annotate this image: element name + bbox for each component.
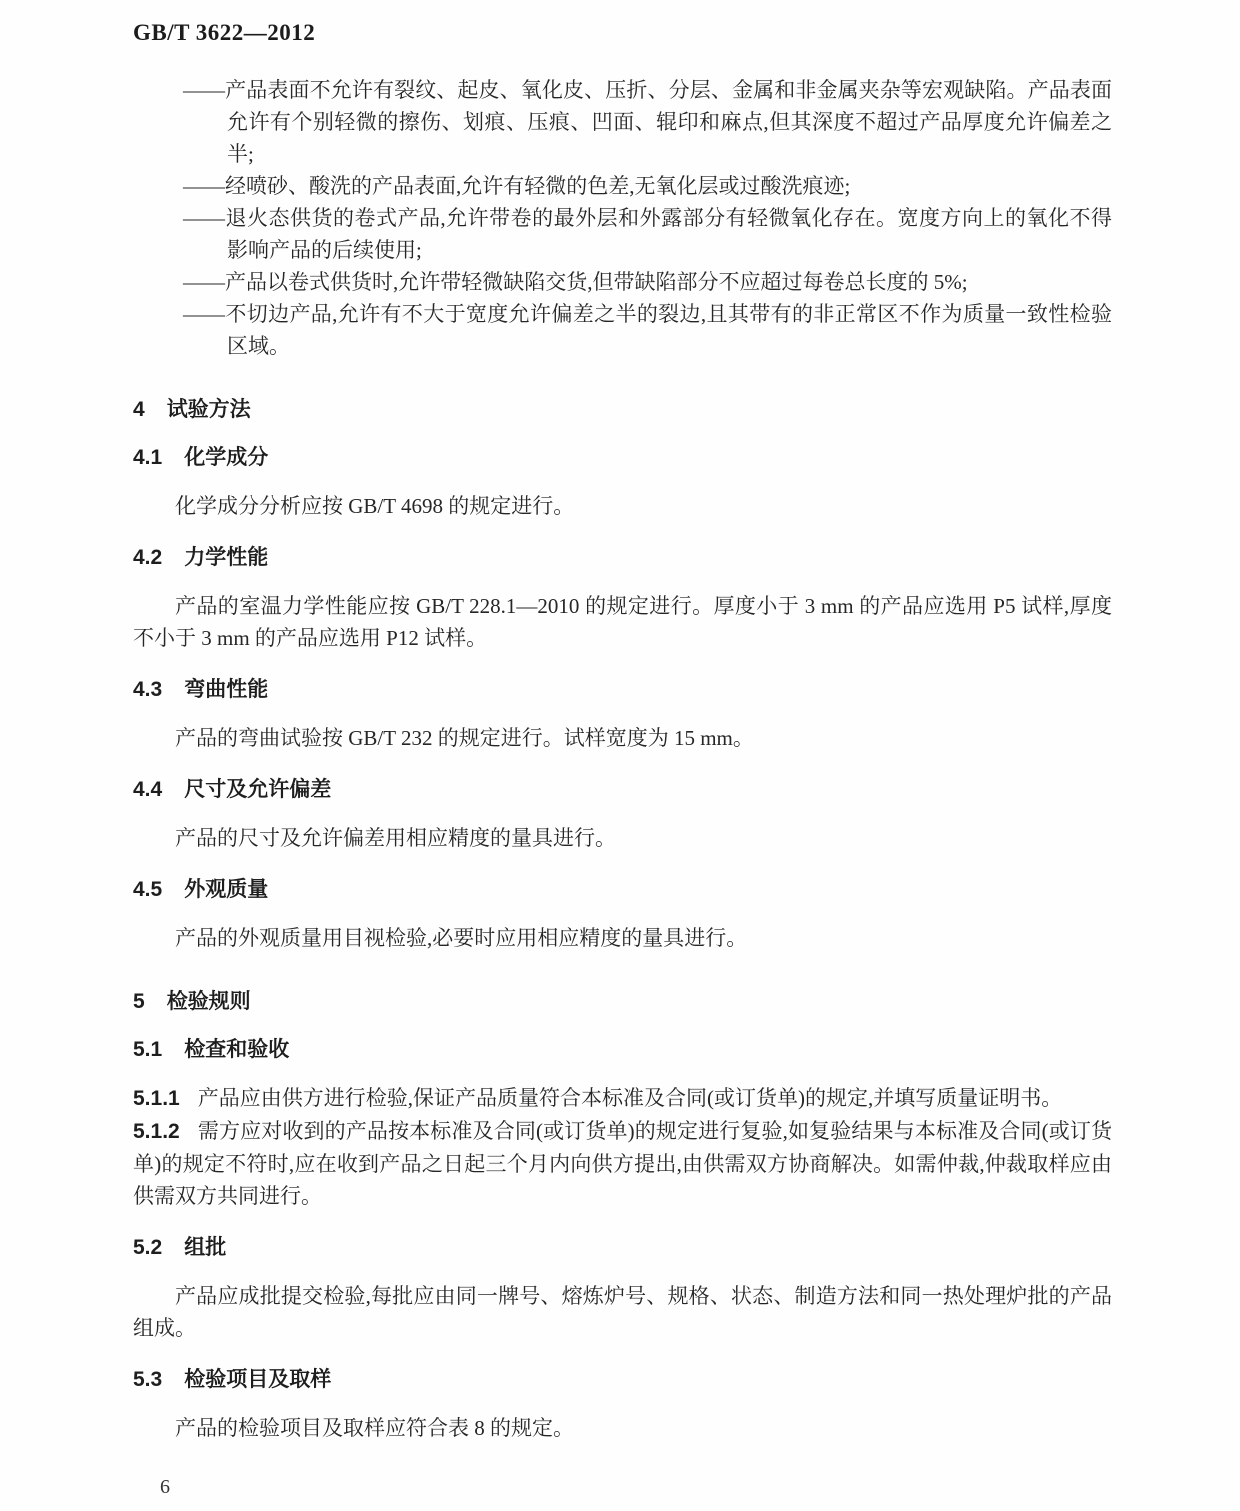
section-5-3-heading — [133, 1368, 1112, 1392]
section-number: 4.5 — [133, 878, 163, 901]
section-4-2-heading — [133, 546, 1112, 570]
list-item: ——产品表面不允许有裂纹、起皮、氧化皮、压折、分层、金属和非金属夹杂等宏观缺陷。产品表面允许有个别轻微的擦伤、划痕、压痕、凹面、辊印和麻点,但其深度不超过产品厚度允许偏差之半; — [183, 78, 1112, 166]
section-title: 外观质量 — [184, 878, 269, 901]
section-number: 4.4 — [133, 778, 163, 801]
section-number: 5.1 — [133, 1038, 163, 1061]
section-title: 组批 — [184, 1236, 227, 1259]
list-item: ——产品以卷式供货时,允许带轻微缺陷交货,但带缺陷部分不应超过每卷总长度的 5%; — [183, 270, 968, 294]
section-4-1-paragraph: 化学成分分析应按 GB/T 4698 的规定进行。 — [175, 494, 575, 518]
clause-number: 5.1.1 — [133, 1087, 180, 1110]
section-number: 5.3 — [133, 1368, 163, 1391]
section-5-2-heading — [133, 1236, 1112, 1260]
list-item: ——不切边产品,允许有不大于宽度允许偏差之半的裂边,且其带有的非正常区不作为质量一致性检验区域。 — [183, 302, 1112, 358]
clause-number: 5.1.2 — [133, 1120, 180, 1143]
section-title: 检查和验收 — [184, 1038, 290, 1061]
section-4-4-paragraph: 产品的尺寸及允许偏差用相应精度的量具进行。 — [175, 826, 616, 850]
section-title: 力学性能 — [184, 546, 269, 569]
page-header — [133, 20, 1112, 48]
section-5-1-heading — [133, 1038, 1112, 1062]
section-number: 4.1 — [133, 446, 163, 469]
section-number: 4.3 — [133, 678, 163, 701]
list-item: ——经喷砂、酸洗的产品表面,允许有轻微的色差,无氧化层或过酸洗痕迹; — [183, 174, 851, 198]
section-4-2-paragraph: 产品的室温力学性能应按 GB/T 228.1—2010 的规定进行。厚度小于 3 mm 的产品应选用 P5 试样,厚度不小于 3 mm 的产品应选用 P12 试样。 — [133, 594, 1112, 650]
page-number: 6 — [160, 1476, 170, 1498]
section-4-3-paragraph: 产品的弯曲试验按 GB/T 232 的规定进行。试样宽度为 15 mm。 — [175, 726, 754, 750]
section-4-1-heading — [133, 446, 1112, 470]
section-number: 4.2 — [133, 546, 163, 569]
section-title: 化学成分 — [184, 446, 269, 469]
section-title: 尺寸及允许偏差 — [184, 778, 332, 801]
section-5-heading — [133, 990, 1112, 1014]
clause-5-1-1 — [133, 1082, 1112, 1115]
section-4-5-paragraph: 产品的外观质量用目视检验,必要时应用相应精度的量具进行。 — [175, 926, 748, 950]
section-number: 4 — [133, 398, 145, 421]
section-title: 检验规则 — [166, 990, 251, 1013]
clause-text: 产品应由供方进行检验,保证产品质量符合本标准及合同(或订货单)的规定,并填写质量证明书。 — [197, 1086, 1063, 1110]
surface-defect-list — [183, 74, 1112, 362]
section-title: 试验方法 — [166, 398, 251, 421]
section-title: 弯曲性能 — [184, 678, 269, 701]
section-5-2-paragraph: 产品应成批提交检验,每批应由同一牌号、熔炼炉号、规格、状态、制造方法和同一热处理炉批的产品组成。 — [133, 1284, 1112, 1340]
section-number: 5.2 — [133, 1236, 163, 1259]
standard-number: GB/T 3622—2012 — [133, 20, 316, 45]
section-4-heading — [133, 398, 1112, 422]
clause-text: 需方应对收到的产品按本标准及合同(或订货单)的规定进行复验,如复验结果与本标准及合同(或订货单)的规定不符时,应在收到产品之日起三个月内向供方提出,由供需双方协商解决。如需仲裁,仲裁取样应由供需双方共同进行。 — [133, 1119, 1112, 1208]
section-4-5-heading — [133, 878, 1112, 902]
list-item: ——退火态供货的卷式产品,允许带卷的最外层和外露部分有轻微氧化存在。宽度方向上的氧化不得影响产品的后续使用; — [183, 206, 1112, 262]
section-5-3-paragraph: 产品的检验项目及取样应符合表 8 的规定。 — [175, 1416, 574, 1440]
section-4-4-heading — [133, 778, 1112, 802]
clause-5-1-2 — [133, 1115, 1112, 1212]
section-number: 5 — [133, 990, 145, 1013]
section-title: 检验项目及取样 — [184, 1368, 332, 1391]
section-4-3-heading — [133, 678, 1112, 702]
page-footer — [160, 1476, 170, 1499]
